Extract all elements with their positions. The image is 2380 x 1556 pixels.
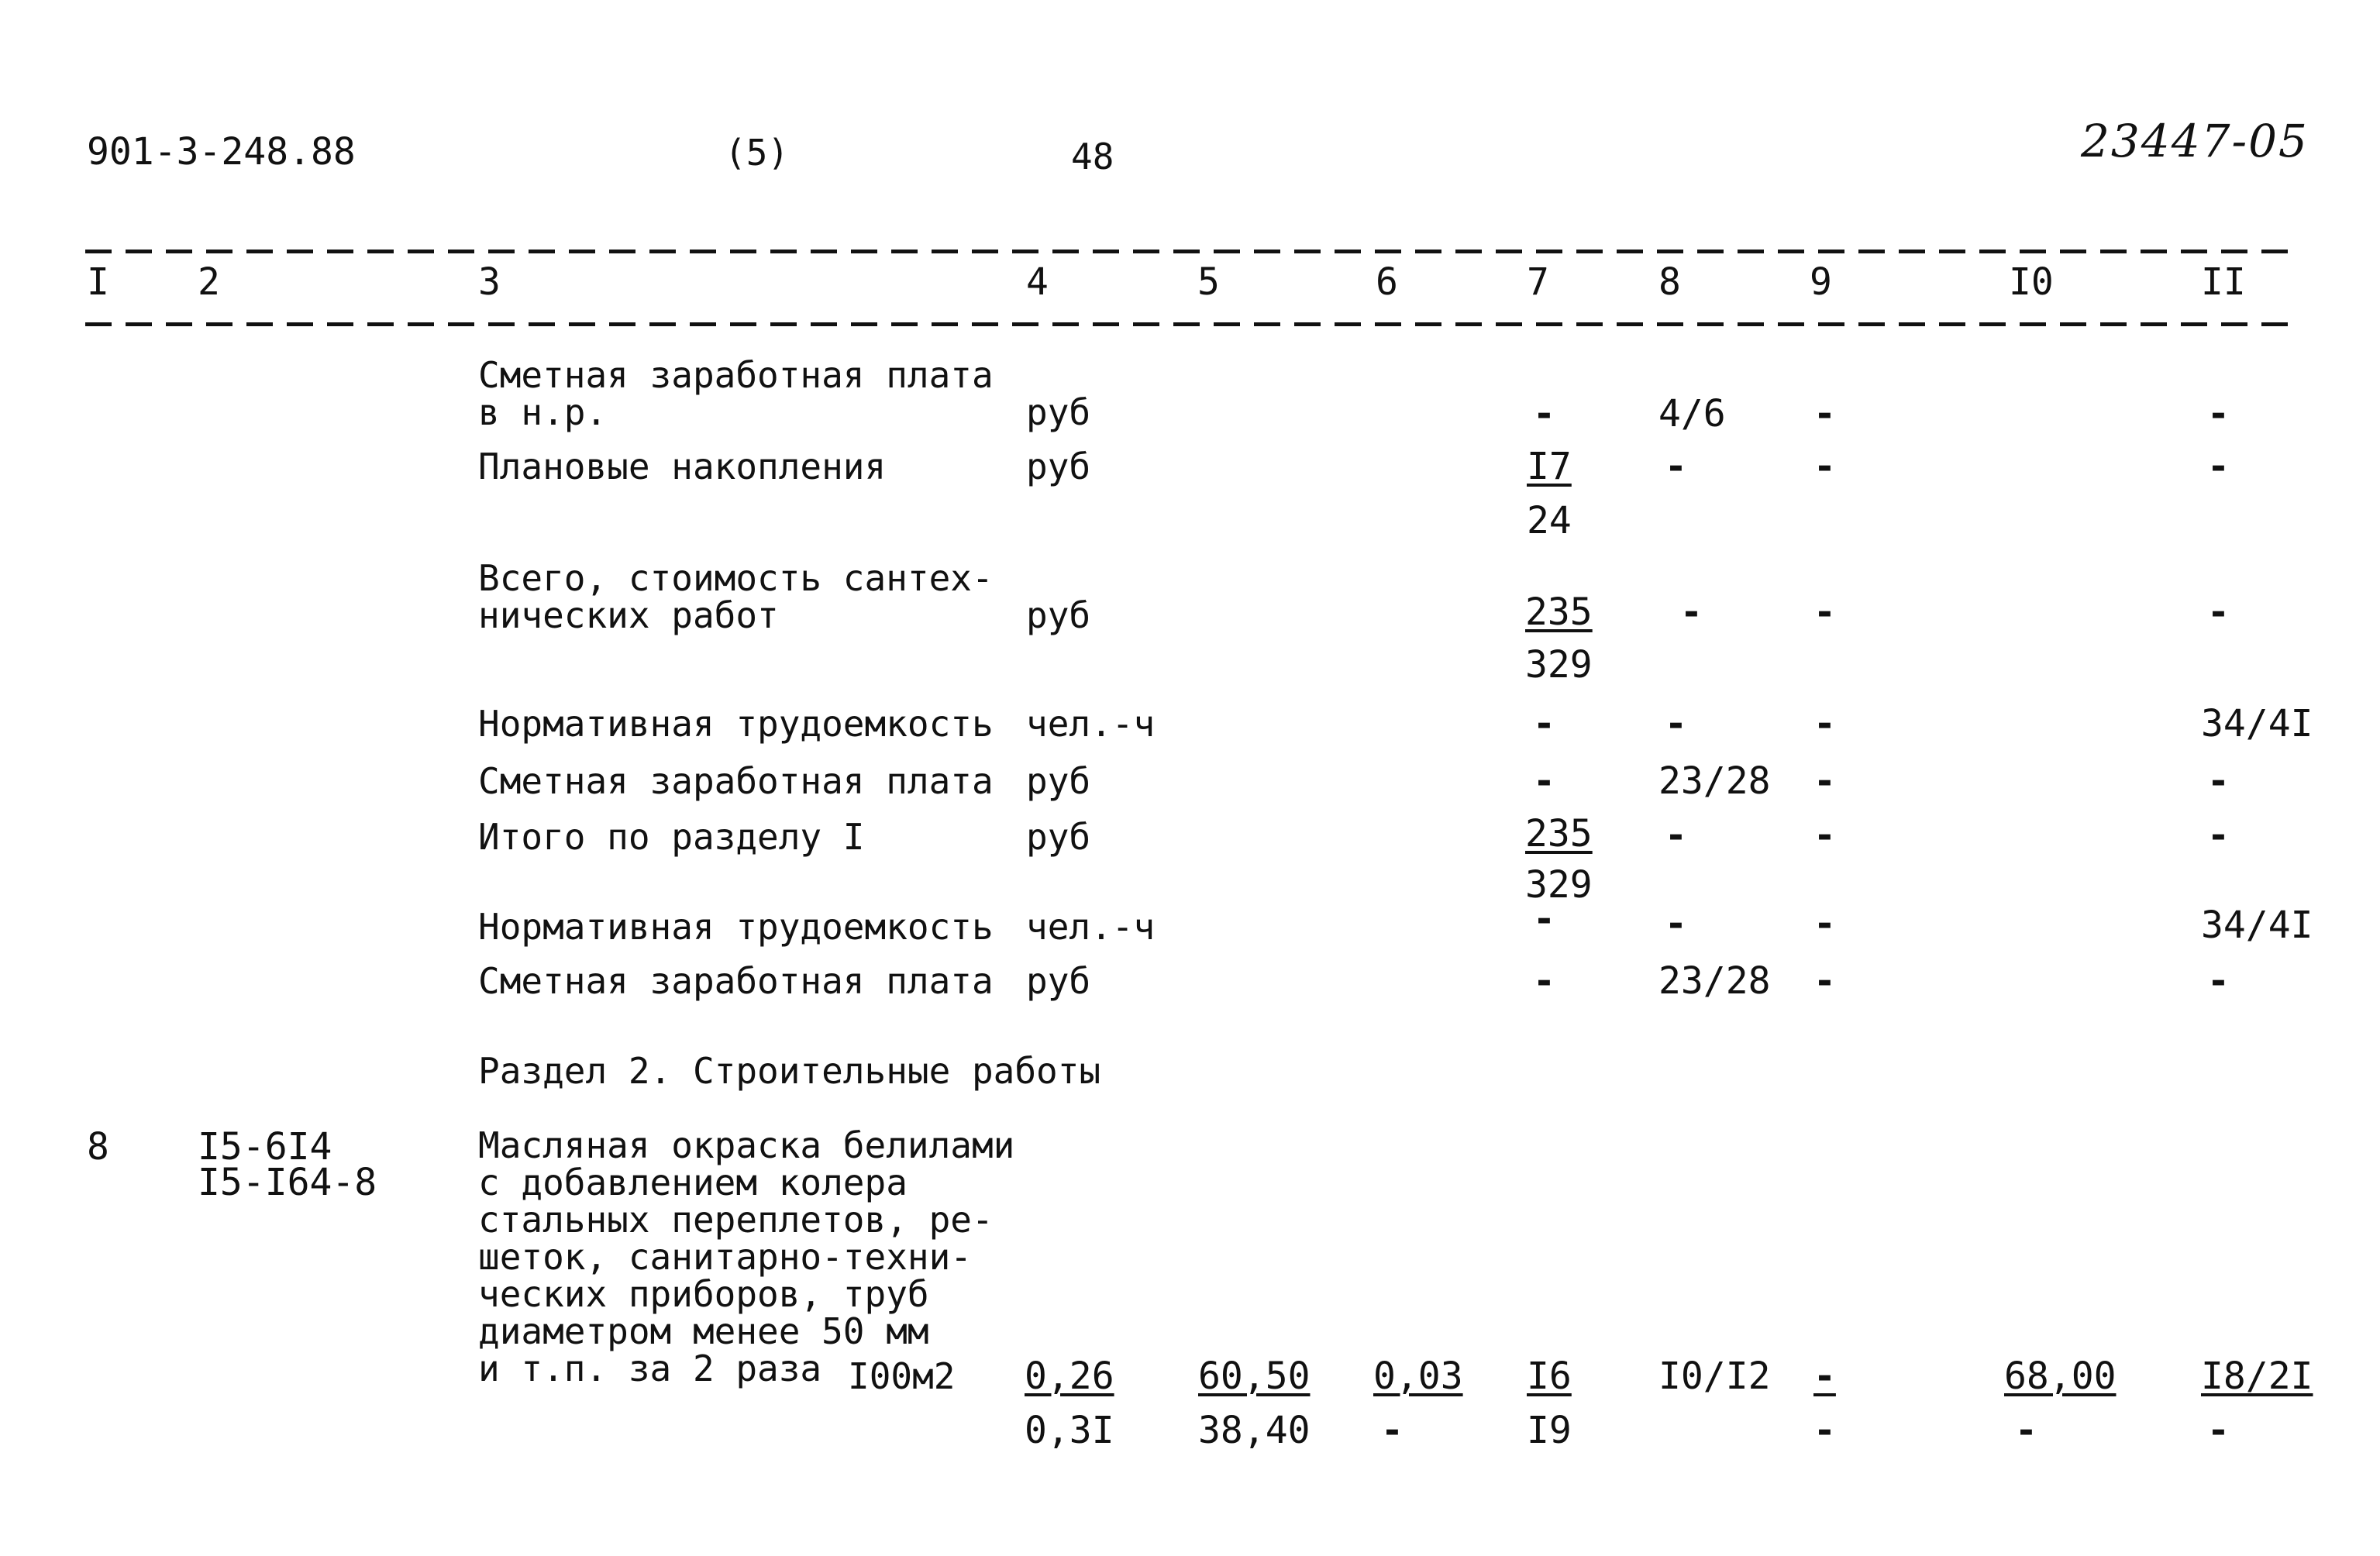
row7-unit: чел.-ч [1026, 906, 1156, 948]
row5-col11: - [2207, 759, 2230, 803]
row2-col9: - [1813, 445, 1836, 488]
row4-col7: - [1533, 702, 1555, 745]
item8-col9-bottom: - [1813, 1409, 1836, 1452]
col-header-5: 5 [1197, 260, 1220, 304]
row4-col9: - [1813, 702, 1836, 745]
col-header-6: 6 [1376, 260, 1398, 304]
item8-col7-top: I6 [1527, 1355, 1572, 1398]
row8-col8: 23/28 [1658, 959, 1771, 1003]
row8-col9: - [1813, 959, 1836, 1003]
inventory-number: 23447-05 [2081, 115, 2309, 167]
item8-desc-line3: стальных переплетов, ре- [478, 1199, 994, 1241]
row1-col9: - [1813, 392, 1836, 435]
item8-col5-top: 60,50 [1198, 1355, 1311, 1398]
item8-desc-line6: диаметром менее 50 мм [478, 1310, 929, 1352]
row3-name-line1: Всего, стоимость сантех- [478, 557, 994, 599]
row6-col7-bottom: 329 [1525, 863, 1593, 907]
col-header-10: I0 [2009, 260, 2054, 304]
item8-col4-top: 0,26 [1025, 1355, 1114, 1398]
row6-unit: руб [1026, 816, 1091, 858]
item8-col10-bottom: - [2015, 1409, 2037, 1452]
row3-col9: - [1813, 590, 1836, 634]
item8-col11-top: I8/2I [2201, 1355, 2313, 1398]
row8-col11: - [2207, 959, 2230, 1003]
dashed-rule-top [85, 250, 2294, 253]
row1-name-line1: Сметная заработная плата [478, 354, 994, 396]
item8-col6-top: 0,03 [1373, 1355, 1463, 1398]
item8-desc-line4: шеток, санитарно-техни- [478, 1236, 972, 1278]
row7-col11: 34/4I [2201, 904, 2313, 947]
dashed-rule-bottom [85, 322, 2294, 326]
row6-col8: - [1665, 814, 1687, 857]
col-header-2: 2 [198, 260, 220, 304]
item8-col11-bottom: - [2207, 1409, 2230, 1452]
page-number: 48 [1071, 136, 1114, 177]
item8-desc-line2: с добавлением колера [478, 1162, 908, 1203]
col-header-8: 8 [1658, 260, 1681, 304]
row6-col9: - [1813, 814, 1836, 857]
row5-col9: - [1813, 759, 1836, 803]
col-header-11: II [2201, 260, 2246, 304]
row2-col7-top: I7 [1527, 445, 1572, 488]
row2-name: Плановые накопления [478, 446, 887, 487]
row1-unit: руб [1026, 391, 1091, 433]
item8-col4-bottom: 0,3I [1025, 1409, 1114, 1452]
col-header-4: 4 [1026, 260, 1049, 304]
col-header-9: 9 [1810, 260, 1832, 304]
row7-col9: - [1813, 902, 1836, 945]
row7-name: Нормативная трудоемкость [478, 906, 994, 948]
item8-code1: I5-6I4 [198, 1125, 332, 1169]
row4-unit: чел.-ч [1026, 703, 1156, 745]
row2-col8: - [1665, 445, 1687, 488]
row3-col11: - [2207, 590, 2230, 634]
col-header-1: I [87, 260, 109, 304]
item8-col10-top: 68,00 [2004, 1355, 2117, 1398]
row4-name: Нормативная трудоемкость [478, 703, 994, 745]
item8-desc-line7: и т.п. за 2 раза [478, 1348, 822, 1389]
item8-desc-line5: ческих приборов, труб [478, 1273, 929, 1315]
row3-col7-bottom: 329 [1525, 643, 1593, 687]
row5-col8: 23/28 [1658, 759, 1771, 803]
row7-col8: - [1665, 902, 1687, 945]
item8-col9-top: - [1813, 1355, 1836, 1398]
col-header-7: 7 [1527, 260, 1549, 304]
row6-col7-top: 235 [1525, 812, 1593, 855]
item8-col8: I0/I2 [1658, 1355, 1771, 1398]
row1-col11: - [2207, 392, 2230, 435]
row8-unit: руб [1026, 960, 1091, 1002]
row4-col8: - [1665, 702, 1687, 745]
row7-col7: - [1533, 897, 1555, 941]
item8-desc-line1: Масляная окраска белилами [478, 1124, 1015, 1166]
item8-col6-bottom: - [1381, 1409, 1404, 1452]
row1-name-line2: в н.р. [478, 391, 608, 433]
item8-number: 8 [87, 1125, 109, 1169]
row5-unit: руб [1026, 760, 1091, 802]
part-number: (5) [725, 132, 790, 174]
section2-title: Раздел 2. Строительные работы [478, 1050, 1101, 1092]
row2-col7-bottom: 24 [1527, 499, 1572, 542]
row3-unit: руб [1026, 594, 1091, 636]
document-code: 901-3-248.88 [87, 130, 356, 174]
row3-col8: - [1680, 590, 1703, 634]
item8-code2: I5-I64-8 [198, 1161, 377, 1204]
row5-col7: - [1533, 759, 1555, 803]
row8-col7: - [1533, 959, 1555, 1003]
row1-col8: 4/6 [1658, 392, 1726, 435]
item8-col5-bottom: 38,40 [1198, 1409, 1311, 1452]
row2-col11: - [2207, 445, 2230, 488]
row5-name: Сметная заработная плата [478, 760, 994, 802]
item8-unit: I00м2 [848, 1355, 956, 1397]
row1-col7: - [1533, 392, 1555, 435]
item8-col7-bottom: I9 [1527, 1409, 1572, 1452]
row2-unit: руб [1026, 446, 1091, 487]
col-header-3: 3 [478, 260, 501, 304]
row6-name: Итого по разделу I [478, 816, 865, 858]
row4-col11: 34/4I [2201, 702, 2313, 745]
row8-name: Сметная заработная плата [478, 960, 994, 1002]
row3-col7-top: 235 [1525, 590, 1593, 634]
row3-name-line2: нических работ [478, 594, 779, 636]
row6-col11: - [2207, 814, 2230, 857]
